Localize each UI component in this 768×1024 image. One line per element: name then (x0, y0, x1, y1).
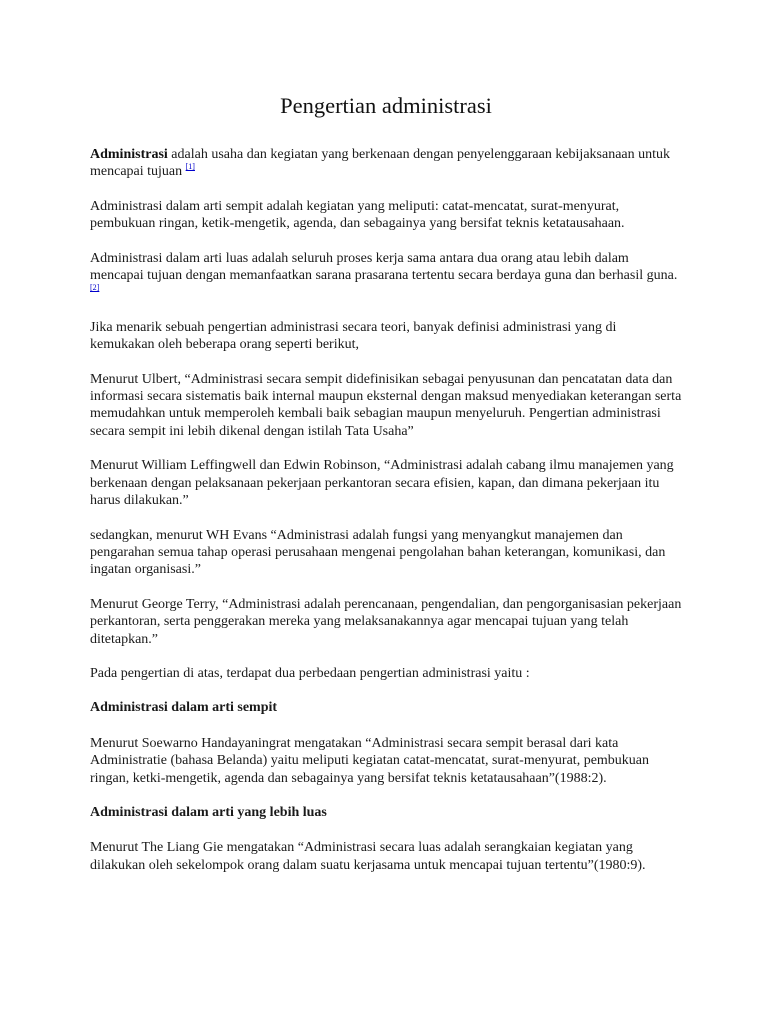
footnote-ref-2 (90, 283, 99, 292)
paragraph-liang-gie: Menurut The Liang Gie mengatakan “Administrasi secara luas adalah serangkaian kegiatan yang dilakukan oleh sekelompok orang dalam suatu kerjasama untuk mencapai tujuan tertentu”(1980:9). (90, 840, 646, 873)
paragraph-leffingwell: Menurut William Leffingwell dan Edwin Robinson, “Administrasi adalah cabang ilmu manajemen yang berkenaan dengan pelaksanaan pekerjaan perkantoran secara efisien, kapan, dan dimana pekerjaan itu harus dilakukan.” (90, 458, 674, 509)
page-title: Pengertian administrasi (280, 93, 492, 118)
footnote-link-1[interactable]: [1] (185, 162, 195, 172)
subheading-arti-sempit: Administrasi dalam arti sempit (90, 700, 278, 716)
term-administrasi: Administrasi (90, 147, 168, 162)
paragraph-definition (90, 146, 682, 181)
footnote-ref-1 (186, 162, 195, 171)
paragraph-soewarno: Menurut Soewarno Handayaningrat mengatakan “Administrasi secara sempit berasal dari kata Administratie (bahasa Belanda) yaitu meliputi kegiatan catat-mencatat, surat-menyurat, pembukuan ringan, ketki-mengetik, agenda dan sebagainya yang bersifat teknis ketatausahaan”(1988:2). (90, 735, 650, 786)
paragraph-evans: sedangkan, menurut WH Evans “Administrasi adalah fungsi yang menyangkut manajemen dan pengarahan semua tahap operasi perusahaan mengenai pengolahan bahan keterangan, komunikasi, dan ingatan organisasi.” (90, 527, 666, 578)
paragraph-terry: Menurut George Terry, “Administrasi adalah perencanaan, pengendalian, dan pengorganisasian pekerjaan perkantoran, serta penggerakan mereka yang melaksanakannya agar mencapai tujuan yang telah ditetapkan.” (90, 596, 682, 647)
subheading-arti-luas: Administrasi dalam arti yang lebih luas (90, 804, 327, 820)
paragraph-perbedaan: Pada pengertian di atas, terdapat dua perbedaan pengertian administrasi yaitu : (90, 665, 530, 681)
paragraph-arti-sempit: Administrasi dalam arti sempit adalah kegiatan yang meliputi: catat-mencatat, surat-menyurat, pembukuan ringan, ketik-mengetik, agenda, dan sebagainya yang bersifat teknis ketatausahaan. (90, 198, 625, 232)
paragraph-arti-luas (90, 250, 682, 302)
paragraph-ulbert: Menurut Ulbert, “Administrasi secara sempit didefinisikan sebagai penyusunan dan pencatatan data dan informasi secara sistematis baik internal maupun eksternal dengan maksud menyediakan keterangan serta memudahkan untuk memperoleh kembali baik sebagian maupun menyeluruh. Pengertian administrasi secara sempit ini lebih dikenal dengan istilah Tata Usaha” (90, 371, 682, 439)
paragraph-teori: Jika menarik sebuah pengertian administrasi secara teori, banyak definisi administrasi yang di kemukakan oleh beberapa orang seperti berikut, (90, 319, 617, 353)
footnote-link-2[interactable]: [2] (90, 283, 100, 293)
paragraph-definition-text: adalah usaha dan kegiatan yang berkenaan dengan penyelenggaraan kebijaksanaan untuk mencapai tujuan (90, 147, 671, 180)
paragraph-arti-luas-text: Administrasi dalam arti luas adalah seluruh proses kerja sama antara dua orang atau lebih dalam mencapai tujuan dengan memanfaatkan sarana prasarana tertentu secara berdaya guna dan berhasil guna. (90, 250, 678, 284)
